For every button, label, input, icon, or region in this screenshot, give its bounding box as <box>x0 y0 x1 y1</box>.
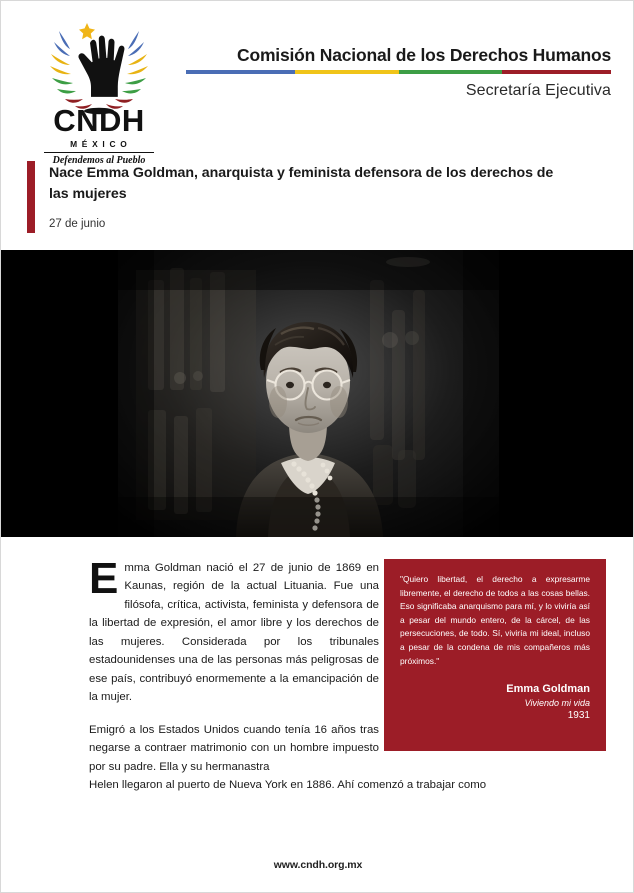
quote-year: 1931 <box>567 709 590 721</box>
paragraph-three: Helen llegaron al puerto de Nueva York en 1886. Ahí comenzó a trabajar como <box>89 779 487 792</box>
cndh-logo <box>29 9 169 166</box>
paragraph-two: Emigró a los Estados Unidos cuando tenía 16 años tras negarse a contraer matrimonio con un hombre impuesto por su padre. Ella y su hermanastra <box>89 723 379 773</box>
logo-divider <box>44 152 154 153</box>
article-title-block <box>27 161 607 233</box>
article-date: 27 de junio <box>49 218 106 231</box>
paragraph-one-text: mma Goldman nació el 27 de junio de 1869 en Kaunas, región de la actual Lituania. Fue una filósofa, crítica, activista, feminista y defensora de la libertad de expresión, el amor libre y los derechos de las mujeres. Considerada por los tribunales estadounidenses una de las personas más peligrosas de ese país, contribuyó enormemente a la emancipación de la mujer. <box>89 562 379 704</box>
footer-website-url[interactable]: www.cndh.org.mx <box>273 859 363 871</box>
raised-hand-icon <box>78 36 124 97</box>
rule-segment-red <box>502 70 611 74</box>
rule-segment-green <box>399 70 503 74</box>
masthead-title: Comisión Nacional de los Derechos Humanos <box>237 45 611 65</box>
logo-country: M É X I C O <box>70 139 128 149</box>
paragraph-one <box>89 554 379 707</box>
page-title: Nace Emma Goldman, anarquista y feminista defensora de los derechos de las mujeres <box>49 165 554 202</box>
head <box>260 322 357 433</box>
title-accent-bar <box>27 161 35 233</box>
masthead <box>186 46 611 100</box>
rule-segment-yellow <box>295 70 399 74</box>
page-header <box>1 1 633 166</box>
page-footer <box>1 859 634 871</box>
tricolor-rule <box>186 70 611 74</box>
quote-work-title: Viviendo mi vida <box>524 697 590 708</box>
logo-acronym: CNDH <box>53 103 145 138</box>
logo-tagline: Defendemos al Pueblo <box>52 155 146 166</box>
emma-goldman-portrait <box>118 250 499 537</box>
photo-band <box>1 250 634 537</box>
star-icon <box>79 23 95 39</box>
article-body <box>1 549 634 795</box>
quote-author: Emma Goldman <box>506 683 590 696</box>
masthead-subtitle: Secretaría Ejecutiva <box>465 82 611 100</box>
rule-segment-blue <box>186 70 295 74</box>
drop-cap: E <box>89 554 119 603</box>
paragraph-column <box>1 549 634 795</box>
pull-quote-text: "Quiero libertad, el derecho a expresarme libremente, el derecho de todos a las cosas bellas. Eso significaba anarquismo para mí, y lo viviría así a pesar del mundo entero, de la cárcel, de las persecuciones, de todo. Sí, viviría mi ideal, incluso a pesar de la condena de mis compañeros más próximos." <box>400 574 590 666</box>
